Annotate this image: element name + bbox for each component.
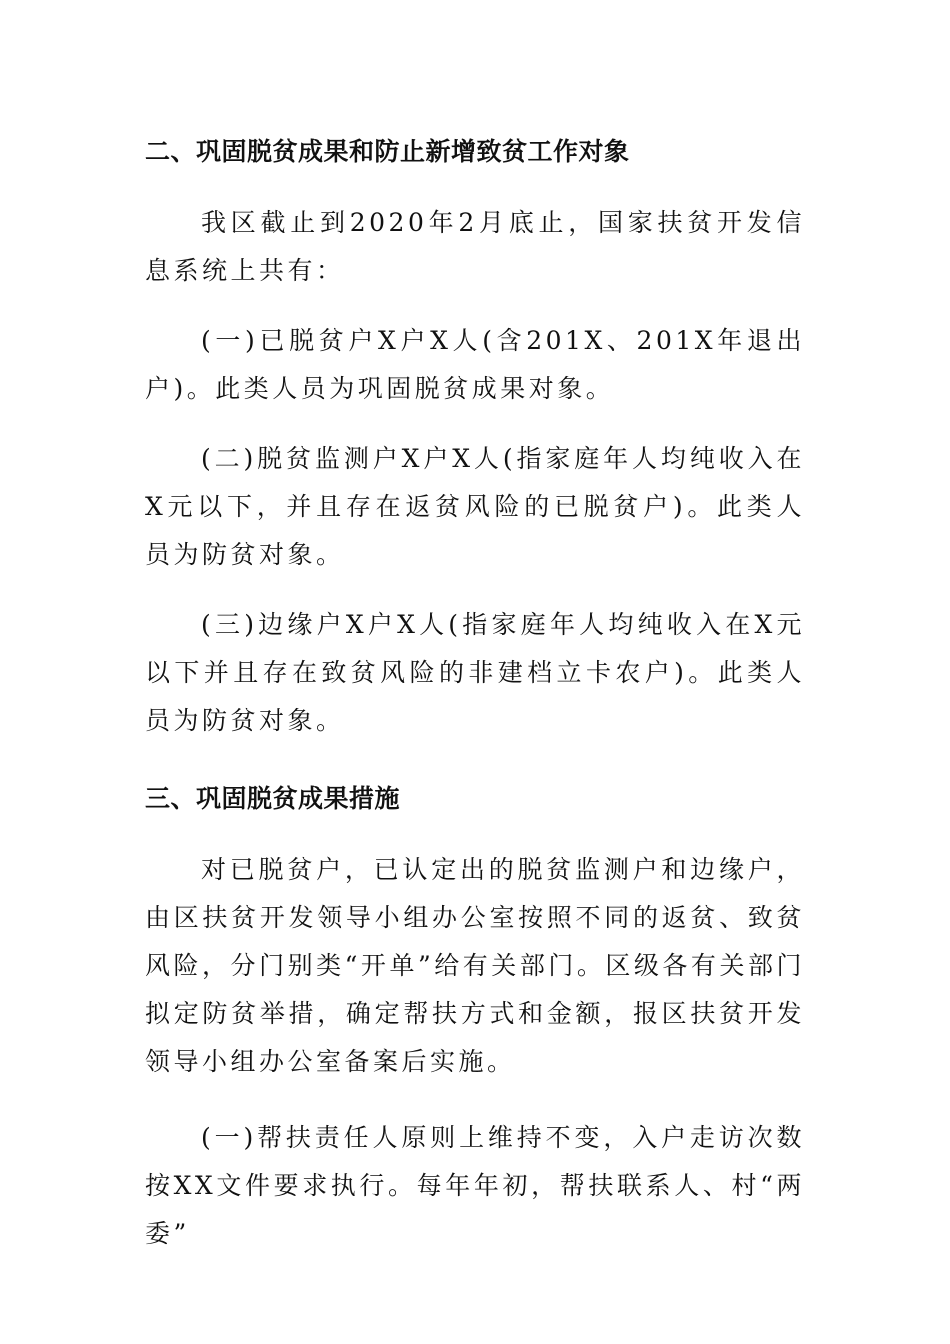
paragraph-intro-3: 对已脱贫户，已认定出的脱贫监测户和边缘户，由区扶贫开发领导小组办公室按照不同的返贫、致贫风险，分门别类“开单”给有关部门。区级各有关部门拟定防贫举措，确定帮扶方式和金额，报区扶贫开发领导小组办公室备案后实施。: [145, 855, 805, 1076]
paragraph-item-2-1: (一)已脱贫户X户X人(含201X、201X年退出户)。此类人员为巩固脱贫成果对象。: [145, 326, 805, 403]
paragraph-item-2-3: (三)边缘户X户X人(指家庭年人均纯收入在X元以下并且存在致贫风险的非建档立卡农户)。此类人员为防贫对象。: [145, 610, 805, 735]
paragraph-intro-2: 我区截止到2020年2月底止，国家扶贫开发信息系统上共有：: [145, 208, 805, 285]
paragraph-item-3-1: (一)帮扶责任人原则上维持不变，入户走访次数按XX文件要求执行。每年年初，帮扶联系人、村“两委”: [145, 1123, 805, 1248]
section-heading-2: 二、巩固脱贫成果和防止新增致贫工作对象: [145, 137, 630, 166]
paragraph-item-2-2: (二)脱贫监测户X户X人(指家庭年人均纯收入在X元以下，并且存在返贫风险的已脱贫户)。此类人员为防贫对象。: [145, 444, 805, 569]
section-heading-3: 三、巩固脱贫成果措施: [145, 784, 401, 813]
